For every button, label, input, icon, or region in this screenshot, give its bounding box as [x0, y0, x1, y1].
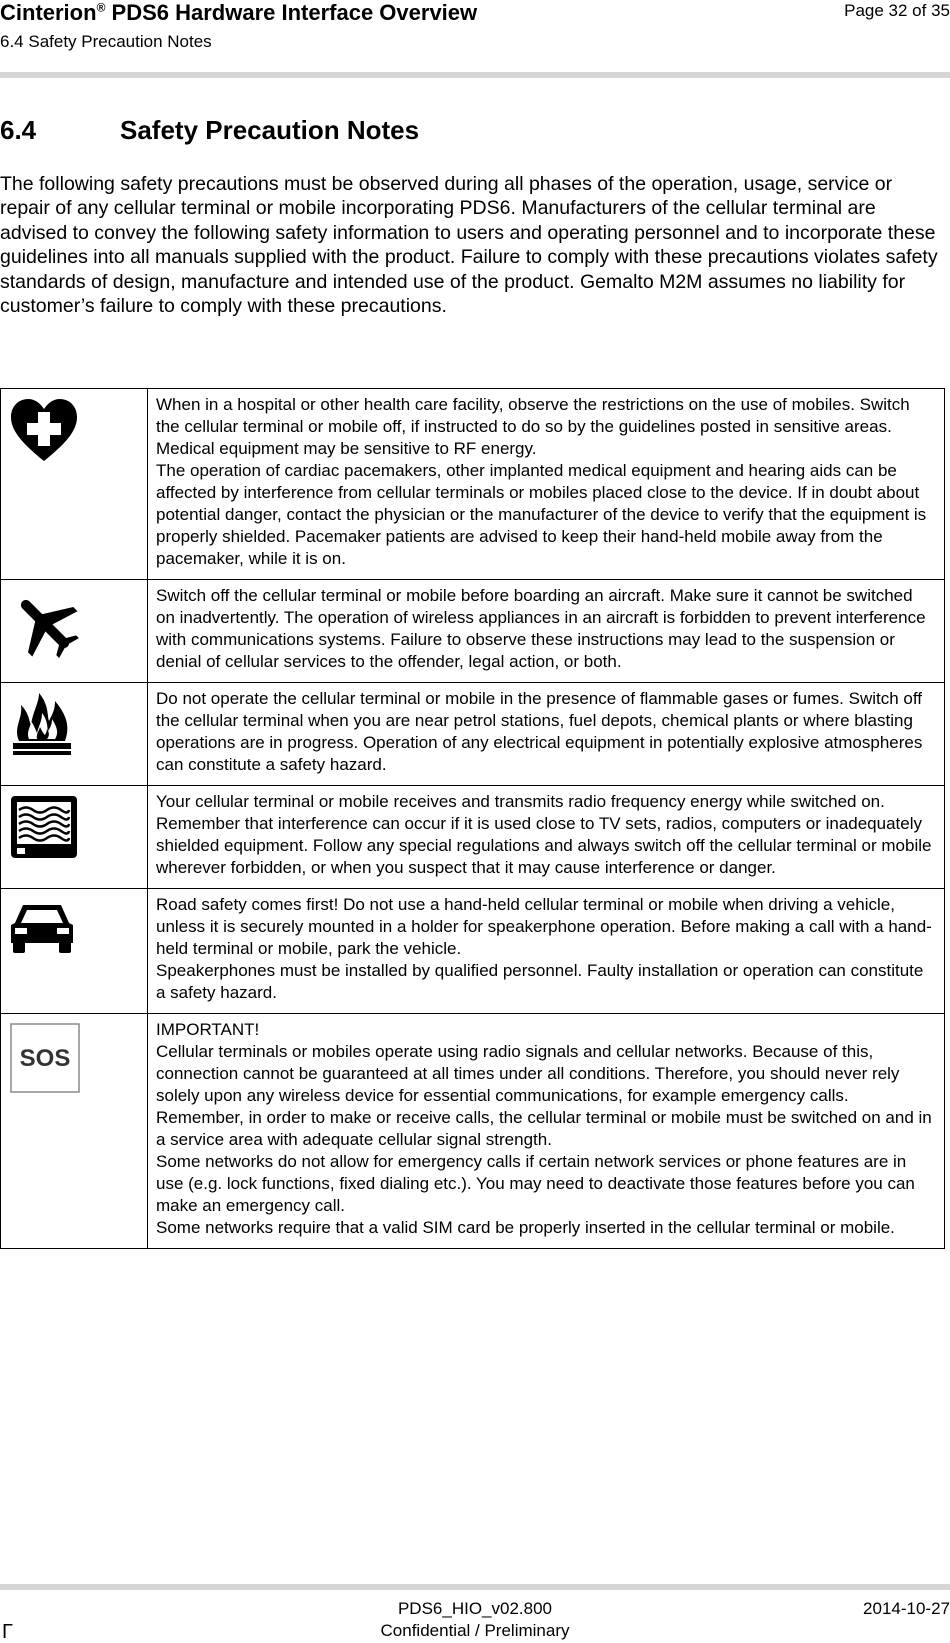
precaution-text — [148, 580, 945, 683]
table-row — [1, 786, 945, 889]
document-date: 2014-10-27 — [863, 1599, 950, 1618]
sos-label: SOS — [19, 1045, 71, 1072]
important-label: IMPORTANT! — [156, 1020, 260, 1039]
precaution-paragraph: Some networks require that a valid SIM card be properly inserted in the cellular terminal or mobile. — [156, 1218, 895, 1237]
precaution-paragraph: When in a hospital or other health care facility, observe the restrictions on the use of mobiles. Switch the cellular terminal or mobile off, if instructed to do so by the guidelines posted in sensitive areas. Medical equipment may be sensitive to RF energy. — [156, 395, 910, 458]
footer-mark: Γ — [2, 1621, 14, 1643]
icon-cell — [1, 389, 148, 580]
header-divider — [0, 72, 950, 78]
document-id: PDS6_HIO_v02.800 — [397, 1599, 553, 1618]
table-row — [1, 889, 945, 1014]
table-row — [1, 580, 945, 683]
precaution-paragraph: Some networks do not allow for emergency calls if certain network services or phone features are in use (e.g. lock functions, fixed dialing etc.). You may need to deactivate those features before you can make an emergency call. — [156, 1152, 915, 1215]
flame-icon — [9, 691, 75, 757]
heart-cross-icon — [9, 397, 79, 467]
precaution-paragraph: The operation of cardiac pacemakers, other implanted medical equipment and hearing aids can be affected by interference from cellular terminals or mobiles placed close to the device. If in doubt about potential danger, contact the physician or the manufacturer of the device to verify that the equipment is properly shielded. Pacemaker patients are advised to keep their hand-held mobile away from the pacemaker, while it is on. — [156, 461, 927, 568]
precaution-paragraph: Road safety comes first! Do not use a hand-held cellular terminal or mobile when driving a vehicle, unless it is securely mounted in a holder for speakerphone operation. Before making a call with a hand-held terminal or mobile, park the vehicle. — [156, 895, 932, 958]
confidentiality-note: Confidential / Preliminary — [380, 1621, 570, 1640]
table-row — [1, 683, 945, 786]
intro-paragraph: The following safety precautions must be observed during all phases of the operation, usage, service or repair of any cellular terminal or mobile incorporating PDS6. Manufacturers of the cellular terminal are advised to convey the following safety information to users and operating personnel and to incorporate these guidelines into all manuals supplied with the product. Failure to comply with these precautions violates safety standards of design, manufacture and intended use of the product. Gemalto M2M assumes no liability for customer’s failure to comply with these precautions. — [0, 173, 938, 318]
registered-mark: ® — [96, 0, 106, 15]
precaution-text — [148, 683, 945, 786]
table-row — [1, 1014, 945, 1249]
document-title — [0, 0, 477, 26]
section-title: Safety Precaution Notes — [120, 115, 420, 145]
precaution-paragraph: Do not operate the cellular terminal or mobile in the presence of flammable gases or fumes. Switch off the cellular terminal when you are near petrol stations, fuel depots, chemical plants or where blasting operations are in progress. Operation of any electrical equipment in potentially explosive atmospheres can constitute a safety hazard. — [156, 689, 923, 774]
product-title: PDS6 Hardware Interface Overview — [105, 0, 478, 25]
table-row — [1, 389, 945, 580]
icon-cell — [1, 683, 148, 786]
tv-interference-icon — [9, 794, 79, 860]
precaution-text — [148, 889, 945, 1014]
safety-table — [0, 388, 945, 1249]
icon-cell — [1, 889, 148, 1014]
precaution-paragraph: Speakerphones must be installed by qualified personnel. Faulty installation or operation can constitute a safety hazard. — [156, 961, 924, 1002]
sos-icon — [9, 1022, 81, 1094]
airplane-icon — [9, 588, 81, 660]
footer-divider — [0, 1584, 950, 1590]
running-section-title: 6.4 Safety Precaution Notes — [0, 32, 212, 51]
page-number: Page 32 of 35 — [844, 1, 950, 20]
precaution-text — [148, 1014, 945, 1249]
icon-cell — [1, 786, 148, 889]
section-heading — [0, 114, 419, 146]
precaution-text — [148, 786, 945, 889]
precaution-paragraph: Cellular terminals or mobiles operate using radio signals and cellular networks. Because of this, connection cannot be guaranteed at all times under all conditions. Therefore, you should never rely solely upon any wireless device for essential communications, for example emergency calls. — [156, 1042, 900, 1105]
section-number: 6.4 — [0, 115, 37, 145]
icon-cell — [1, 1014, 148, 1249]
icon-cell — [1, 580, 148, 683]
precaution-paragraph: Remember, in order to make or receive calls, the cellular terminal or mobile must be switched on and in a service area with adequate cellular signal strength. — [156, 1108, 932, 1149]
brand-name: Cinterion — [0, 0, 97, 25]
car-icon — [9, 897, 75, 955]
precaution-text — [148, 389, 945, 580]
precaution-paragraph: Your cellular terminal or mobile receives and transmits radio frequency energy while switched on. Remember that interference can occur if it is used close to TV sets, radios, computers or inadequately shielded equipment. Follow any special regulations and always switch off the cellular terminal or mobile wherever forbidden, or when you suspect that it may cause interference or danger. — [156, 792, 932, 877]
precaution-paragraph: Switch off the cellular terminal or mobile before boarding an aircraft. Make sure it cannot be switched on inadvertently. The operation of wireless appliances in an aircraft is forbidden to prevent interference with communications systems. Failure to observe these instructions may lead to the suspension or denial of cellular services to the offender, legal action, or both. — [156, 586, 926, 671]
